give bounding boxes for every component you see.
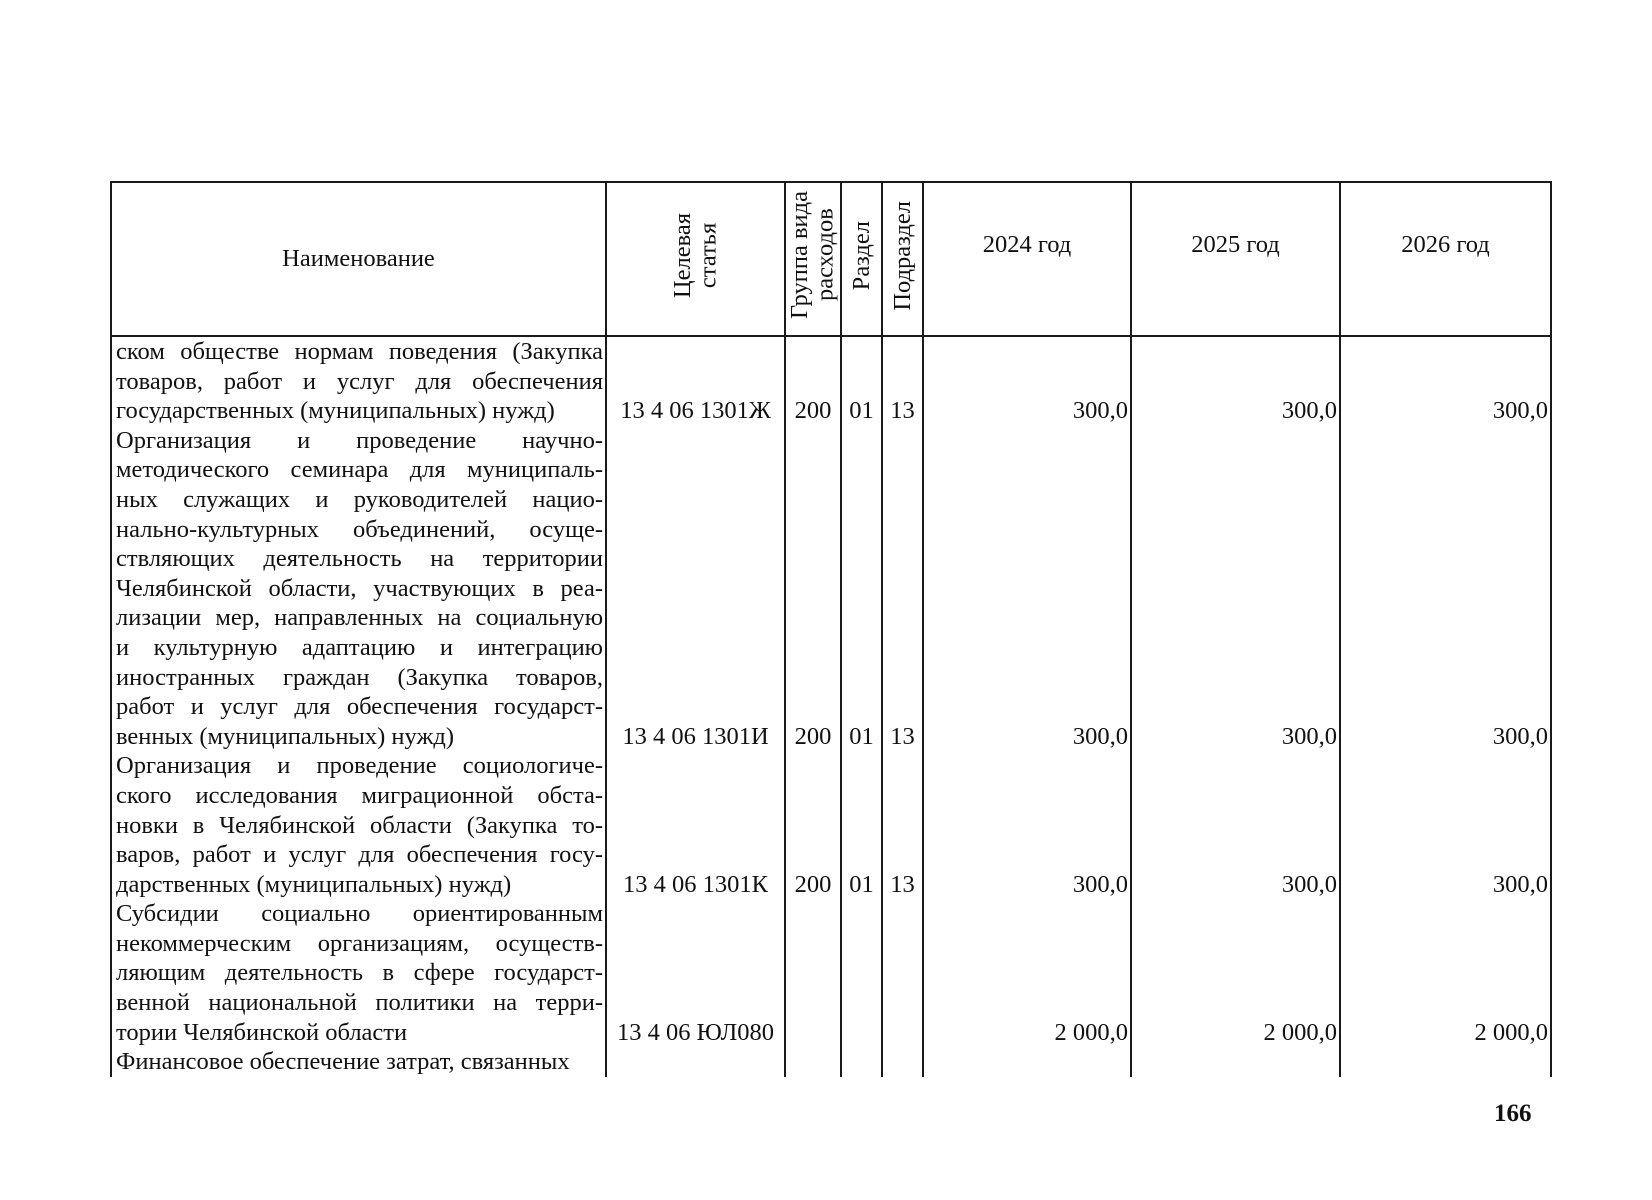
row-name-line: иностранных граждан (Закупка товаров, — [116, 663, 603, 691]
row-section: 01 — [841, 426, 882, 752]
row-amount-2024 — [923, 1047, 1131, 1077]
table-row — [111, 1047, 1551, 1077]
row-name-line: дарственных (муниципальных) нужд) — [116, 870, 512, 898]
row-section — [841, 899, 882, 1047]
table-header-row — [111, 182, 1551, 336]
row-subsection — [882, 899, 923, 1047]
row-name-line: товаров, работ и услуг для обеспечения — [116, 367, 603, 395]
row-section — [841, 1047, 882, 1077]
table-row — [111, 751, 1551, 899]
row-expense-group — [785, 899, 841, 1047]
row-target-article: 13 4 06 1301И — [606, 426, 785, 752]
header-year-2026-label: 2026 год — [1401, 231, 1490, 258]
row-name-line: Организация и проведение социологиче- — [116, 752, 603, 780]
row-name-line: некоммерческим организациям, осуществ- — [116, 929, 603, 957]
header-expense-group-label — [787, 191, 838, 319]
row-name-line: Субсидии социально ориентированным — [116, 900, 603, 928]
row-name-line: Организация и проведение научно- — [116, 426, 603, 454]
header-name — [111, 182, 606, 336]
row-amount-2026: 300,0 — [1340, 426, 1551, 752]
row-amount-2024: 300,0 — [923, 751, 1131, 899]
row-name-line: варов, работ и услуг для обеспечения госу- — [116, 841, 603, 869]
row-name-line: Челябинской области, участвующих в реа- — [116, 574, 603, 602]
header-section — [841, 182, 882, 336]
row-name-cell — [111, 751, 606, 899]
header-target-article — [606, 182, 785, 336]
row-name-cell — [111, 336, 606, 426]
row-name-line: ского исследования миграционной обста- — [116, 781, 603, 809]
row-amount-2025: 300,0 — [1131, 751, 1340, 899]
row-amount-2026: 300,0 — [1340, 751, 1551, 899]
header-year-2024 — [923, 182, 1131, 336]
row-name-line: нально-культурных объединений, осуще- — [116, 515, 603, 543]
header-subsection — [882, 182, 923, 336]
header-subsection-label: Подраздел — [888, 200, 916, 311]
row-name-line: ском обществе нормам поведения (Закупка — [116, 338, 603, 365]
header-year-2025 — [1131, 182, 1340, 336]
row-expense-group — [785, 1047, 841, 1077]
table-row — [111, 336, 1551, 426]
page-number: 166 — [1494, 1100, 1532, 1127]
row-amount-2026: 300,0 — [1340, 336, 1551, 426]
row-expense-group: 200 — [785, 751, 841, 899]
row-name-line: и культурную адаптацию и интеграцию — [116, 633, 603, 661]
table-row — [111, 899, 1551, 1047]
row-section: 01 — [841, 751, 882, 899]
header-target-article-label — [670, 213, 721, 298]
row-subsection: 13 — [882, 426, 923, 752]
row-amount-2024: 300,0 — [923, 426, 1131, 752]
row-target-article — [606, 1047, 785, 1077]
row-amount-2026: 2 000,0 — [1340, 899, 1551, 1047]
row-name-line: тории Челябинской области — [116, 1018, 408, 1046]
row-amount-2025: 2 000,0 — [1131, 899, 1340, 1047]
row-name-line: Финансовое обеспечение затрат, связанных — [116, 1048, 570, 1076]
row-name-cell — [111, 1047, 606, 1077]
row-subsection: 13 — [882, 336, 923, 426]
row-amount-2025: 300,0 — [1131, 426, 1340, 752]
header-target-article-line2: статья — [694, 222, 722, 289]
header-target-article-line1: Целевая — [668, 212, 696, 299]
row-amount-2024: 300,0 — [923, 336, 1131, 426]
row-subsection — [882, 1047, 923, 1077]
header-section-label: Раздел — [847, 220, 875, 291]
budget-table — [110, 181, 1552, 1077]
row-name-line: работ и услуг для обеспечения государст- — [116, 693, 603, 721]
row-amount-2025 — [1131, 1047, 1340, 1077]
row-name-line: методического семинара для муниципаль- — [116, 456, 603, 484]
row-name-line: ляющим деятельность в сфере государст- — [116, 959, 603, 987]
table-row — [111, 426, 1551, 752]
row-name-line: ствляющих деятельность на территории — [116, 545, 603, 573]
header-expense-group-line2: расходов — [812, 209, 839, 302]
row-expense-group: 200 — [785, 336, 841, 426]
row-name-line: венных (муниципальных) нужд) — [116, 722, 455, 750]
header-year-2025-label: 2025 год — [1191, 231, 1280, 258]
header-year-2024-label: 2024 год — [982, 231, 1072, 258]
row-name-line: новки в Челябинской области (Закупка то- — [116, 811, 603, 839]
header-year-2026 — [1340, 182, 1551, 336]
row-name-line: государственных (муниципальных) нужд) — [116, 397, 555, 425]
row-amount-2026 — [1340, 1047, 1551, 1077]
row-target-article: 13 4 06 1301К — [606, 751, 785, 899]
header-expense-group-line1: Группа вида — [786, 191, 814, 320]
row-target-article: 13 4 06 ЮЛ080 — [606, 899, 785, 1047]
header-name-label: Наименование — [282, 245, 435, 272]
row-amount-2025: 300,0 — [1131, 336, 1340, 426]
row-section: 01 — [841, 336, 882, 426]
header-expense-group — [785, 182, 841, 336]
row-amount-2024: 2 000,0 — [923, 899, 1131, 1047]
row-expense-group: 200 — [785, 426, 841, 752]
row-name-line: ных служащих и руководителей нацио- — [116, 485, 603, 513]
row-name-line: лизации мер, направленных на социальную — [116, 604, 603, 632]
row-name-line: венной национальной политики на терри- — [116, 989, 603, 1017]
row-target-article: 13 4 06 1301Ж — [606, 336, 785, 426]
row-name-cell — [111, 426, 606, 752]
row-name-cell — [111, 899, 606, 1047]
row-subsection: 13 — [882, 751, 923, 899]
table-body — [111, 336, 1551, 1077]
